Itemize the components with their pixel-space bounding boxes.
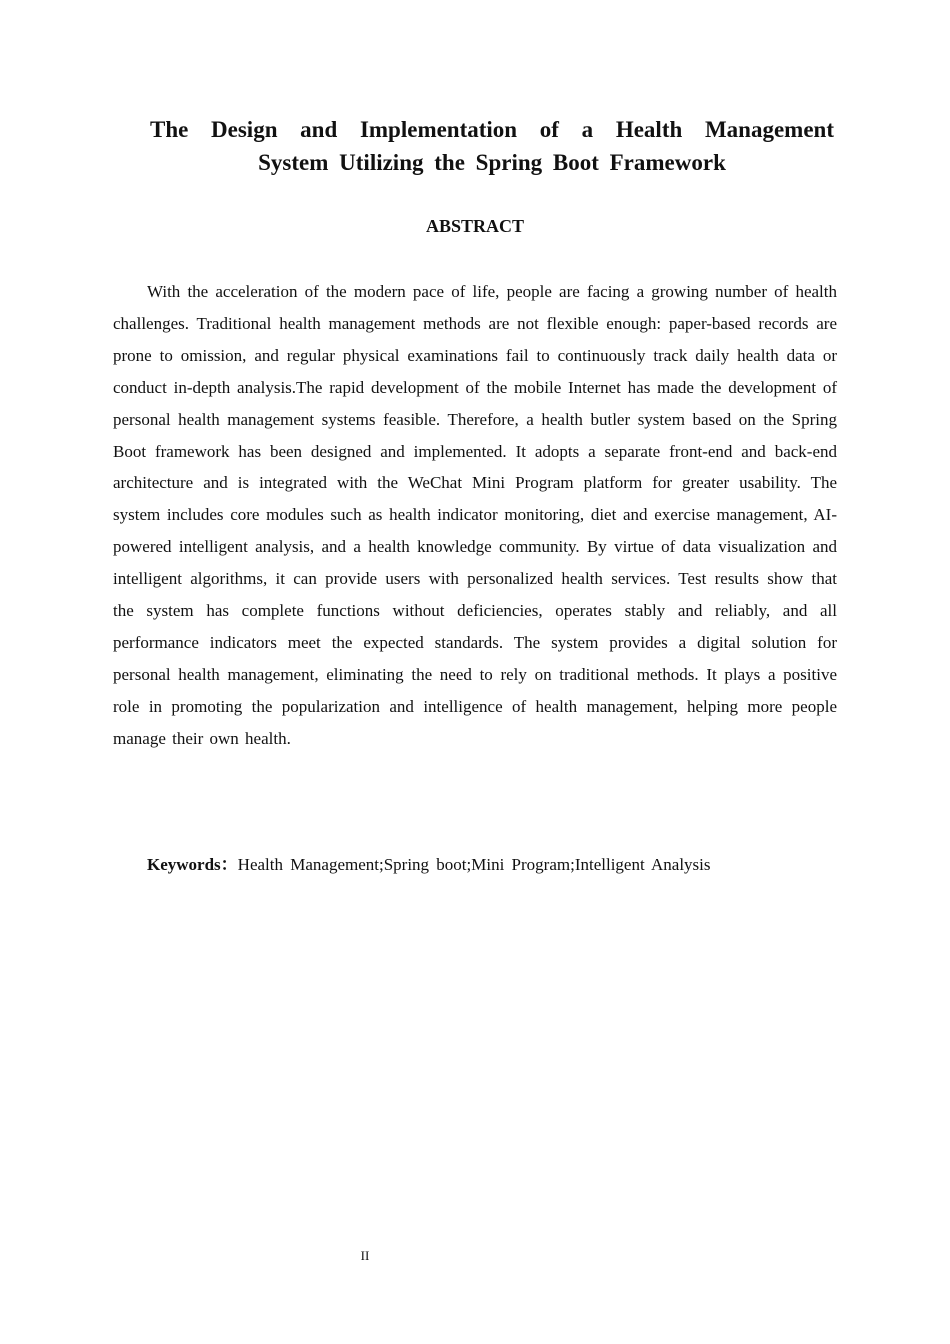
paper-title-line-2: System Utilizing the Spring Boot Framework xyxy=(258,150,726,175)
paper-title xyxy=(150,113,834,179)
abstract-heading: ABSTRACT xyxy=(425,216,525,236)
keywords-text: Health Management;Spring boot;Mini Program;Intelligent Analysis xyxy=(237,855,711,874)
keywords-line xyxy=(147,851,847,879)
paper-title-line-1: The Design and Implementation of a Health Management xyxy=(150,117,834,142)
page-number: II xyxy=(360,1248,370,1263)
abstract-paragraph: With the acceleration of the modern pace of life, people are facing a growing number of health challenges. Traditional health management methods are not flexible enough: paper-based records are prone to omission, and regular physical examinations fail to continuously track daily health data or conduct in-depth analysis.The rapid development of the mobile Internet has made the development of personal health management systems feasible. Therefore, a health butler system based on the Spring Boot framework has been designed and implemented. It adopts a separate front-end and back-end architecture and is integrated with the WeChat Mini Program platform for greater usability. The system includes core modules such as health indicator monitoring, diet and exercise management, AI-powered intelligent analysis, and a health knowledge community. By virtue of data visualization and intelligent algorithms, it can provide users with personalized health services. Test results show that the system has complete functions without deficiencies, operates stably and reliably, and all performance indicators meet the expected standards. The system provides a digital solution for personal health management, eliminating the need to rely on traditional methods. It plays a positive role in promoting the popularization and intelligence of health management, helping more people manage their own health. xyxy=(113,282,837,748)
keywords-label: Keywords： xyxy=(147,855,238,874)
